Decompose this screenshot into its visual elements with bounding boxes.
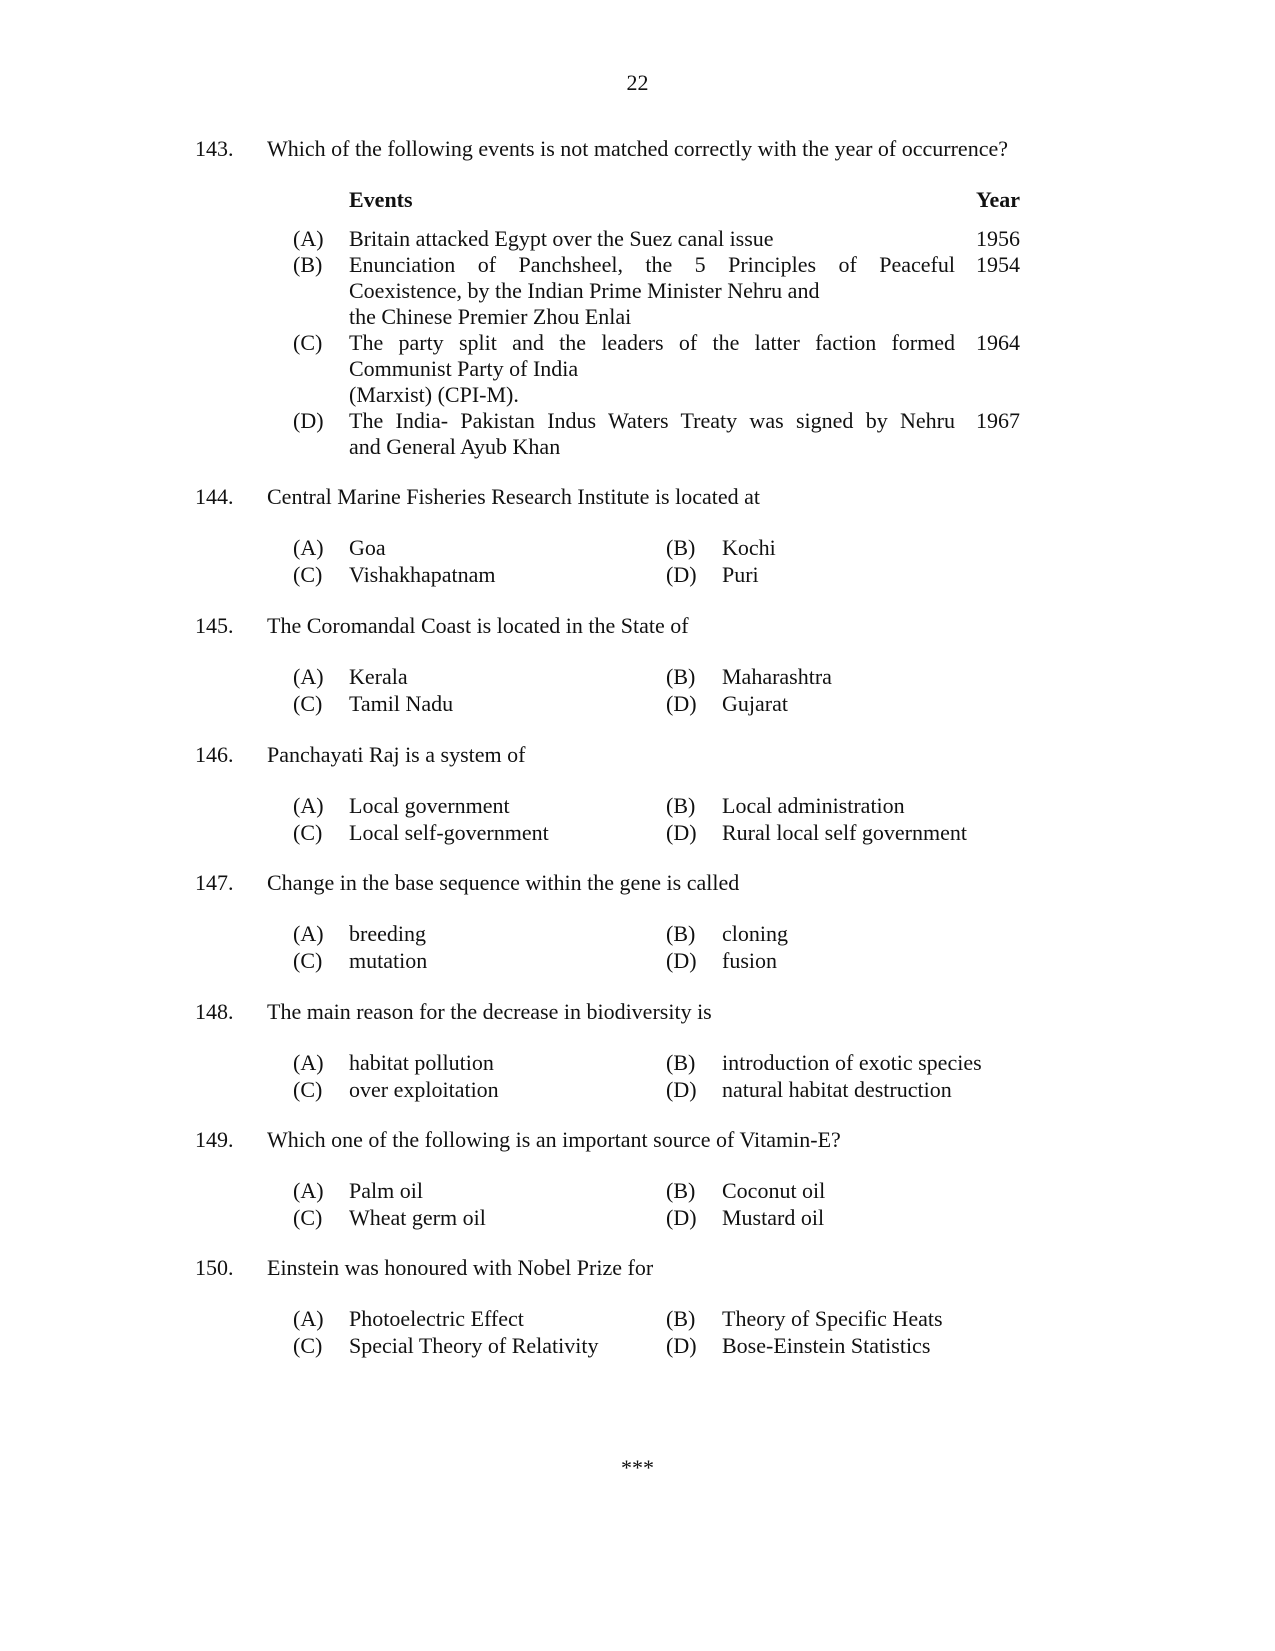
option-text: habitat pollution: [349, 1050, 494, 1075]
option-text: Wheat germ oil: [349, 1205, 486, 1230]
option-text: Local administration: [722, 793, 905, 818]
option-text: Gujarat: [722, 691, 788, 716]
option-letter: (A): [293, 664, 324, 689]
option-text: Puri: [722, 562, 759, 587]
option-letter: (A): [293, 793, 324, 818]
event-description: [349, 226, 955, 252]
option-letter: (D): [666, 1205, 697, 1230]
option-letter: (B): [666, 535, 696, 560]
event-description: [349, 330, 955, 408]
option-letter: (C): [293, 691, 323, 716]
option-text: fusion: [722, 948, 777, 973]
question-number: 147.: [195, 870, 234, 895]
event-line: The India- Pakistan Indus Waters Treaty was signed by Nehru: [349, 408, 955, 433]
option-text: Bose-Einstein Statistics: [722, 1333, 931, 1358]
end-of-section-mark: ***: [621, 1455, 654, 1480]
event-line: and General Ayub Khan: [349, 434, 561, 459]
answer-options: [0, 1050, 1275, 1104]
question-text: Einstein was honoured with Nobel Prize for: [267, 1255, 654, 1280]
event-line: The party split and the leaders of the latter faction formed: [349, 330, 955, 355]
option-text: Rural local self government: [722, 820, 967, 845]
option-text: Palm oil: [349, 1178, 423, 1203]
question-text: The Coromandal Coast is located in the State of: [267, 613, 689, 638]
event-line: Coexistence, by the Indian Prime Minister Nehru and: [349, 278, 820, 303]
page-number: 22: [626, 70, 649, 95]
option-text: Kerala: [349, 664, 408, 689]
option-text: breeding: [349, 921, 426, 946]
option-text: Theory of Specific Heats: [722, 1306, 943, 1331]
answer-options: [0, 664, 1275, 718]
answer-options: [0, 1178, 1275, 1232]
option-text: cloning: [722, 921, 788, 946]
question-text: Panchayati Raj is a system of: [267, 742, 526, 767]
option-text: Maharashtra: [722, 664, 832, 689]
event-line: Communist Party of India: [349, 356, 579, 381]
option-text: over exploitation: [349, 1077, 499, 1102]
event-line: Britain attacked Egypt over the Suez canal issue: [349, 226, 774, 251]
option-letter: (C): [293, 1077, 323, 1102]
event-letter: (A): [293, 226, 324, 251]
event-year: 1956: [976, 226, 1020, 251]
option-text: Special Theory of Relativity: [349, 1333, 599, 1358]
option-letter: (B): [666, 664, 696, 689]
answer-options: [0, 535, 1275, 589]
question-text: Central Marine Fisheries Research Institute is located at: [267, 484, 761, 509]
question-number: 143.: [195, 136, 234, 161]
events-column-header: Events: [349, 187, 413, 212]
answer-options: [0, 1306, 1275, 1360]
event-letter: (D): [293, 408, 324, 433]
option-letter: (C): [293, 1205, 323, 1230]
option-text: Goa: [349, 535, 386, 560]
option-text: Coconut oil: [722, 1178, 826, 1203]
option-letter: (C): [293, 1333, 323, 1358]
option-letter: (D): [666, 948, 697, 973]
option-letter: (A): [293, 921, 324, 946]
question-number: 144.: [195, 484, 234, 509]
option-letter: (A): [293, 1178, 324, 1203]
event-letter: (C): [293, 330, 323, 355]
question-number: 150.: [195, 1255, 234, 1280]
answer-options: [0, 921, 1275, 975]
option-text: Tamil Nadu: [349, 691, 454, 716]
option-text: Photoelectric Effect: [349, 1306, 524, 1331]
event-line: Enunciation of Panchsheel, the 5 Principles of Peaceful: [349, 252, 955, 277]
option-letter: (B): [666, 1306, 696, 1331]
option-letter: (A): [293, 535, 324, 560]
option-text: Mustard oil: [722, 1205, 825, 1230]
event-line: the Chinese Premier Zhou Enlai: [349, 304, 632, 329]
question-number: 149.: [195, 1127, 234, 1152]
event-description: [349, 252, 955, 330]
option-text: Kochi: [722, 535, 776, 560]
option-letter: (D): [666, 820, 697, 845]
option-text: mutation: [349, 948, 428, 973]
event-letter: (B): [293, 252, 323, 277]
question-number: 145.: [195, 613, 234, 638]
option-letter: (B): [666, 1178, 696, 1203]
question-number: 146.: [195, 742, 234, 767]
option-letter: (C): [293, 562, 323, 587]
answer-options: [0, 793, 1275, 847]
event-line: (Marxist) (CPI-M).: [349, 382, 519, 407]
option-letter: (B): [666, 793, 696, 818]
option-letter: (B): [666, 1050, 696, 1075]
question-number: 148.: [195, 999, 234, 1024]
event-year: 1964: [976, 330, 1020, 355]
question-text: Which one of the following is an important source of Vitamin-E?: [267, 1127, 841, 1152]
option-letter: (D): [666, 562, 697, 587]
option-letter: (A): [293, 1050, 324, 1075]
option-letter: (C): [293, 948, 323, 973]
option-letter: (D): [666, 1333, 697, 1358]
option-letter: (D): [666, 1077, 697, 1102]
event-year: 1967: [976, 408, 1020, 433]
event-description: [349, 408, 955, 460]
question-text: Which of the following events is not matched correctly with the year of occurrence?: [267, 136, 1008, 161]
option-text: introduction of exotic species: [722, 1050, 982, 1075]
option-letter: (D): [666, 691, 697, 716]
question-text: Change in the base sequence within the gene is called: [267, 870, 740, 895]
option-text: Local self-government: [349, 820, 549, 845]
option-text: Local government: [349, 793, 510, 818]
option-text: Vishakhapatnam: [349, 562, 496, 587]
option-text: natural habitat destruction: [722, 1077, 952, 1102]
option-letter: (B): [666, 921, 696, 946]
year-column-header: Year: [976, 187, 1020, 212]
question-text: The main reason for the decrease in biodiversity is: [267, 999, 712, 1024]
event-year: 1954: [976, 252, 1020, 277]
option-letter: (A): [293, 1306, 324, 1331]
option-letter: (C): [293, 820, 323, 845]
